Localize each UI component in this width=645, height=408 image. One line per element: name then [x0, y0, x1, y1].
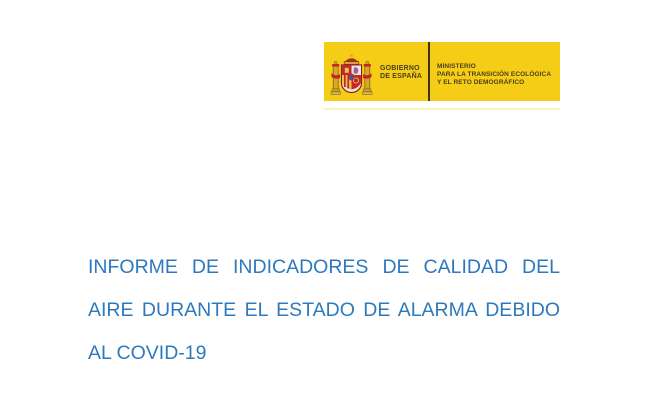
report-title [88, 246, 560, 375]
ministry-name-line2: PARA LA TRANSICIÓN ECOLÓGICA [437, 71, 552, 78]
ministry-name-line1: MINISTERIO [437, 63, 476, 70]
report-title-line1: INFORME DE INDICADORES DE CALIDAD DEL [88, 256, 560, 278]
government-name-line1: GOBIERNO [380, 65, 420, 72]
spain-coat-of-arms-icon [330, 53, 373, 99]
government-name-line2: DE ESPAÑA [380, 73, 423, 80]
report-title-line2: AIRE DURANTE EL ESTADO DE ALARMA DEBIDO [88, 299, 560, 321]
government-name [380, 65, 422, 81]
ministry-name-line3: Y EL RETO DEMOGRÁFICO [437, 79, 525, 86]
report-title-line3: AL COVID-19 [88, 342, 207, 364]
banner-shadow [324, 108, 560, 110]
government-banner [324, 42, 560, 101]
ministry-name [437, 63, 551, 87]
banner-divider [428, 42, 430, 101]
